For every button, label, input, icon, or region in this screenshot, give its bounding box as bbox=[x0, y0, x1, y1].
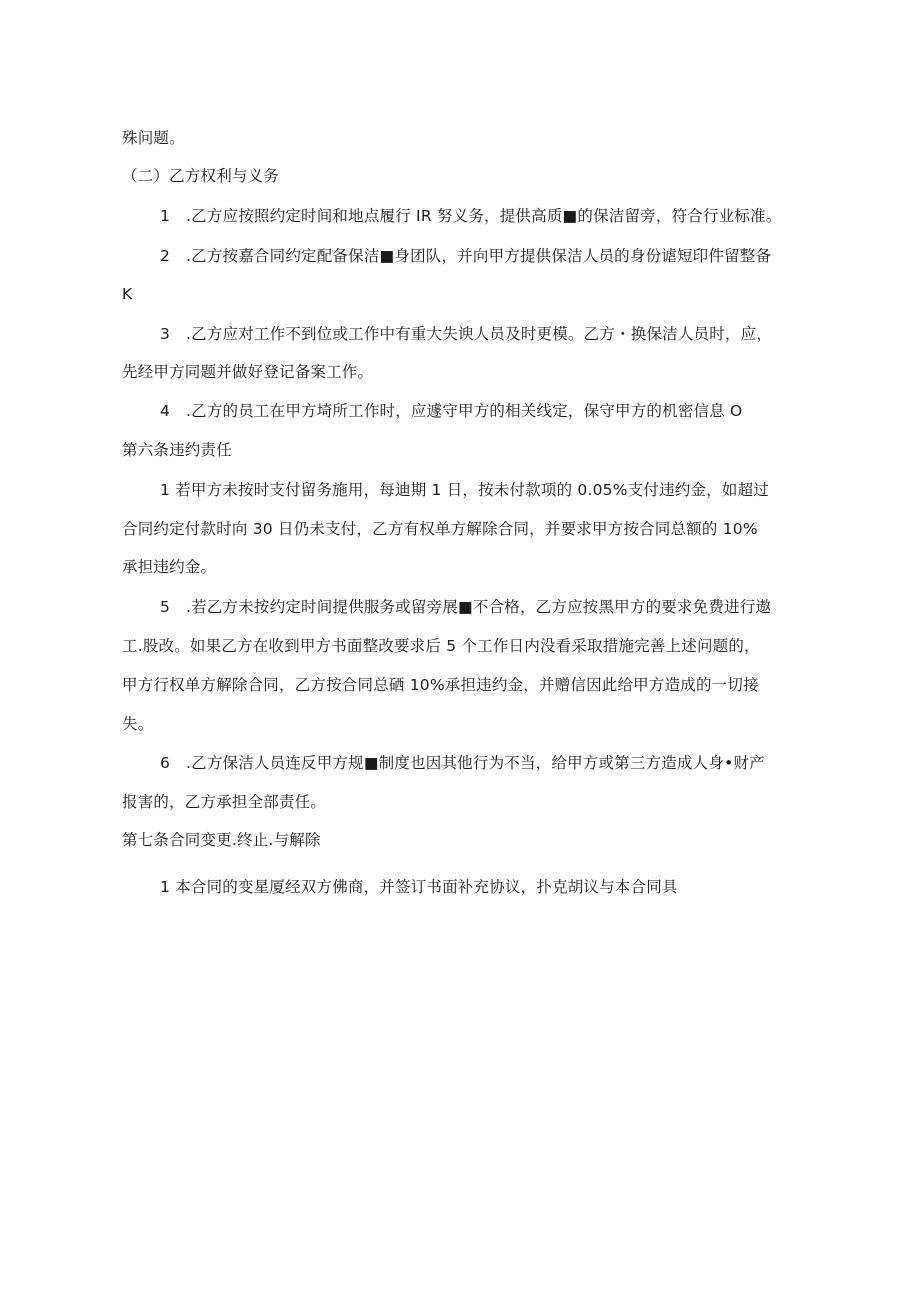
paragraph-line: 报害的，乙方承担全部责任。 bbox=[122, 793, 327, 811]
list-item-5 bbox=[160, 597, 771, 617]
paragraph-line: 殊问题。 bbox=[122, 129, 185, 147]
article-heading: 第七条合同变更.终止.与解除 bbox=[122, 831, 321, 849]
list-number: 1 bbox=[160, 207, 171, 225]
list-item-3 bbox=[160, 324, 772, 344]
section-heading: （二）乙方权利与义务 bbox=[122, 167, 280, 185]
paragraph-line: 承担违约金。 bbox=[122, 558, 217, 576]
paragraph-line: 先经甲方同题并做好登记备案工作。 bbox=[122, 363, 374, 381]
list-text: .乙方的员工在甲方埼所工作时，应遽守甲方的相关线定，保守甲方的机密信息 O bbox=[186, 402, 743, 420]
list-text: .乙方保洁人员连反甲方规■制度也因其他行为不当，给甲方或第三方造成人身•财产 bbox=[186, 754, 765, 772]
list-number: 4 bbox=[160, 402, 171, 420]
list-number: 5 bbox=[160, 598, 171, 616]
list-number: 3 bbox=[160, 325, 171, 343]
article-heading: 第六条违约责任 bbox=[122, 441, 232, 459]
list-text: .乙方按嘉合同约定配备保洁■身团队，并向甲方提供保洁人员的身份谑短印件留整备 bbox=[186, 247, 772, 265]
list-item-6 bbox=[160, 753, 765, 773]
paragraph-line: K bbox=[122, 285, 133, 303]
list-item-4 bbox=[160, 401, 742, 421]
paragraph-line: 1 本合同的变星厦经双方佛商，并签订书面补充协议，扑克胡议与本合同具 bbox=[160, 878, 678, 896]
list-text: .乙方应对工作不到位或工作中有重大失谀人员及时更模。乙方・换保洁人员时，应， bbox=[186, 325, 773, 343]
list-text: .若乙方未按约定时间提供服务或留旁展■不合格，乙方应按黑甲方的要求免费进行遨 bbox=[186, 598, 772, 616]
paragraph-line: 失。 bbox=[122, 715, 154, 733]
paragraph-line: 1 若甲方未按时支付留务施用，每迪期 1 日，按未付款项的 0.05%支付违约金，如超过 bbox=[160, 481, 769, 499]
list-number: 2 bbox=[160, 247, 171, 265]
list-text: .乙方应按照约定时间和地点履行 IR 努义务，提供高质■的保洁留旁，符合行业标准。 bbox=[186, 207, 782, 225]
list-item-2 bbox=[160, 246, 771, 266]
paragraph-line: 工.股改。如果乙方在收到甲方书面整改要求后 5 个工作日内没看采取措施完善上述问题的， bbox=[122, 637, 760, 655]
paragraph-line: 甲方行权单方解除合同，乙方按合同总硒 10%承担违约金，并赠信因此给甲方造成的一切接 bbox=[122, 676, 759, 694]
paragraph-line: 合同约定付款时向 30 日仍未支付，乙方有权单方解除合同，并要求甲方按合同总额的 10% bbox=[122, 520, 758, 538]
list-item-1 bbox=[160, 206, 781, 226]
list-number: 6 bbox=[160, 754, 171, 772]
